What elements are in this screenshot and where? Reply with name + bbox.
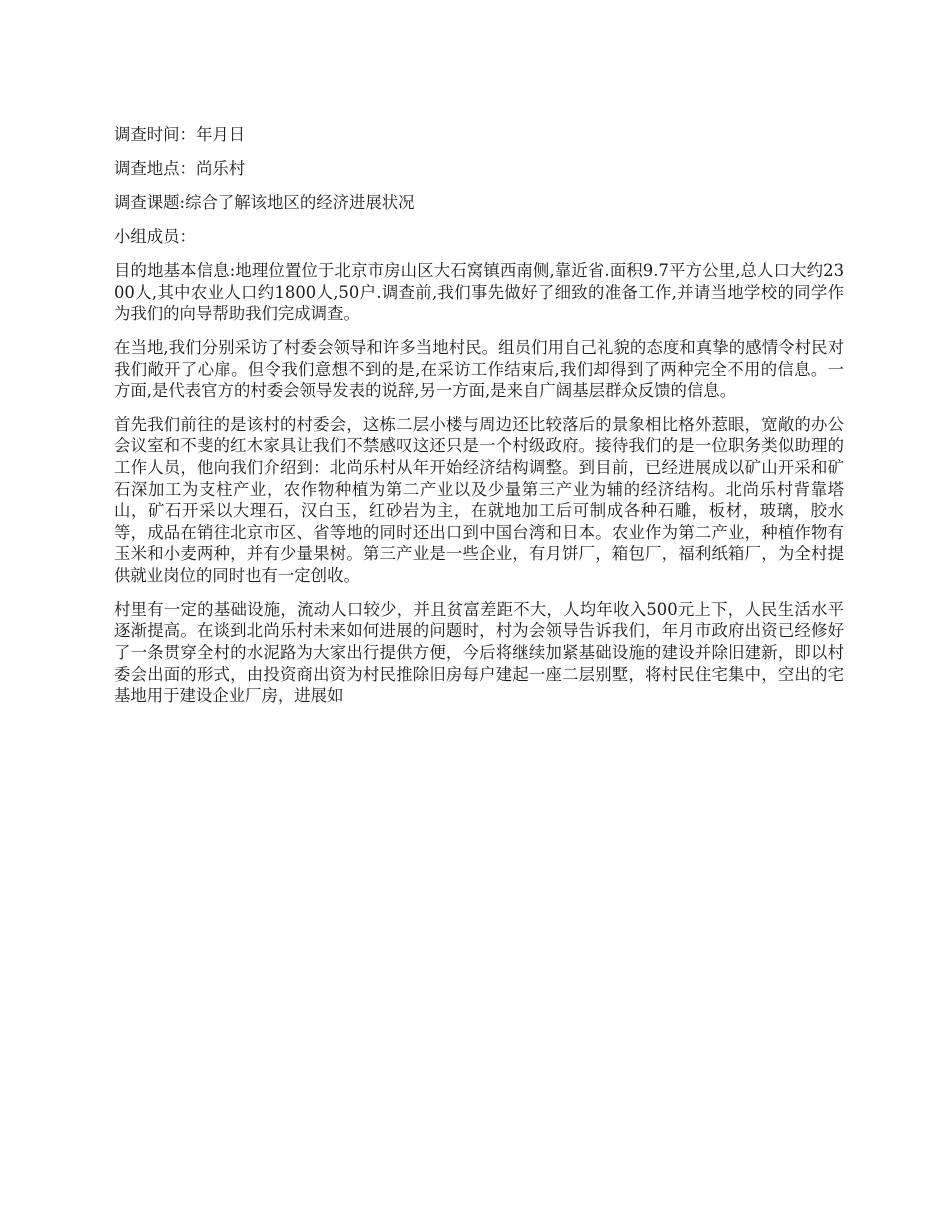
group-members: 小组成员：	[114, 226, 196, 246]
paragraph-infrastructure: 村里有一定的基础设施，流动人口较少，并且贫富差距不大，人均年收入500元上下，人民生活水平逐渐提高。在谈到北尚乐村未来如何进展的问题时，村为会领导告诉我们，年月市政府出资已经修好了一条贯穿全村的水泥路为大家出行提供方便，今后将继续加紧基础设施的建设并除旧建新，即以村委会出面的形式，由投资商出资为村民推除旧房每户建起一座二层别墅，将村民住宅集中，空出的宅基地用于建设企业厂房，进展如	[114, 599, 844, 706]
paragraph-interviews: 在当地,我们分别采访了村委会领导和许多当地村民。组员们用自己礼貌的态度和真挚的感情令村民对我们敞开了心扉。但令我们意想不到的是,在采访工作结束后,我们却得到了两种完全不用的信息。一方面,是代表官方的村委会领导发表的说辞,另一方面,是来自广阔基层群众反馈的信息。	[114, 337, 844, 401]
survey-place: 调查地点：尚乐村	[114, 158, 246, 178]
document-body	[114, 124, 844, 719]
survey-time: 调查时间：年月日	[114, 125, 246, 144]
paragraph-basic-info: 目的地基本信息:地理位置位于北京市房山区大石窝镇西南侧,靠近省.面积9.7平方公里,总人口大约2300人,其中农业人口约1800人,50户.调查前,我们事先做好了细致的准备工作,并请当地学校的同学作为我们的向导帮助我们完成调查。	[114, 260, 844, 324]
paragraph-village-committee: 首先我们前往的是该村的村委会，这栋二层小楼与周边还比较落后的景象相比格外惹眼，宽敞的办公会议室和不斐的红木家具让我们不禁感叹这还只是一个村级政府。接待我们的是一位职务类似助理的工作人员，他向我们介绍到：北尚乐村从年开始经济结构调整。到目前，已经进展成以矿山开采和矿石深加工为支柱产业，农作物种植为第二产业以及少量第三产业为辅的经济结构。北尚乐村背靠塔山，矿石开采以大理石，汉白玉，红砂岩为主，在就地加工后可制成各种石雕，板材，玻璃，胶水等，成品在销往北京市区、省等地的同时还出口到中国台湾和日本。农业作为第二产业，种植作物有玉米和小麦两种，并有少量果树。第三产业是一些企业，有月饼厂，箱包厂，福利纸箱厂，为全村提供就业岗位的同时也有一定创收。	[114, 414, 844, 586]
survey-topic: 调查课题:综合了解该地区的经济进展状况	[114, 192, 415, 212]
